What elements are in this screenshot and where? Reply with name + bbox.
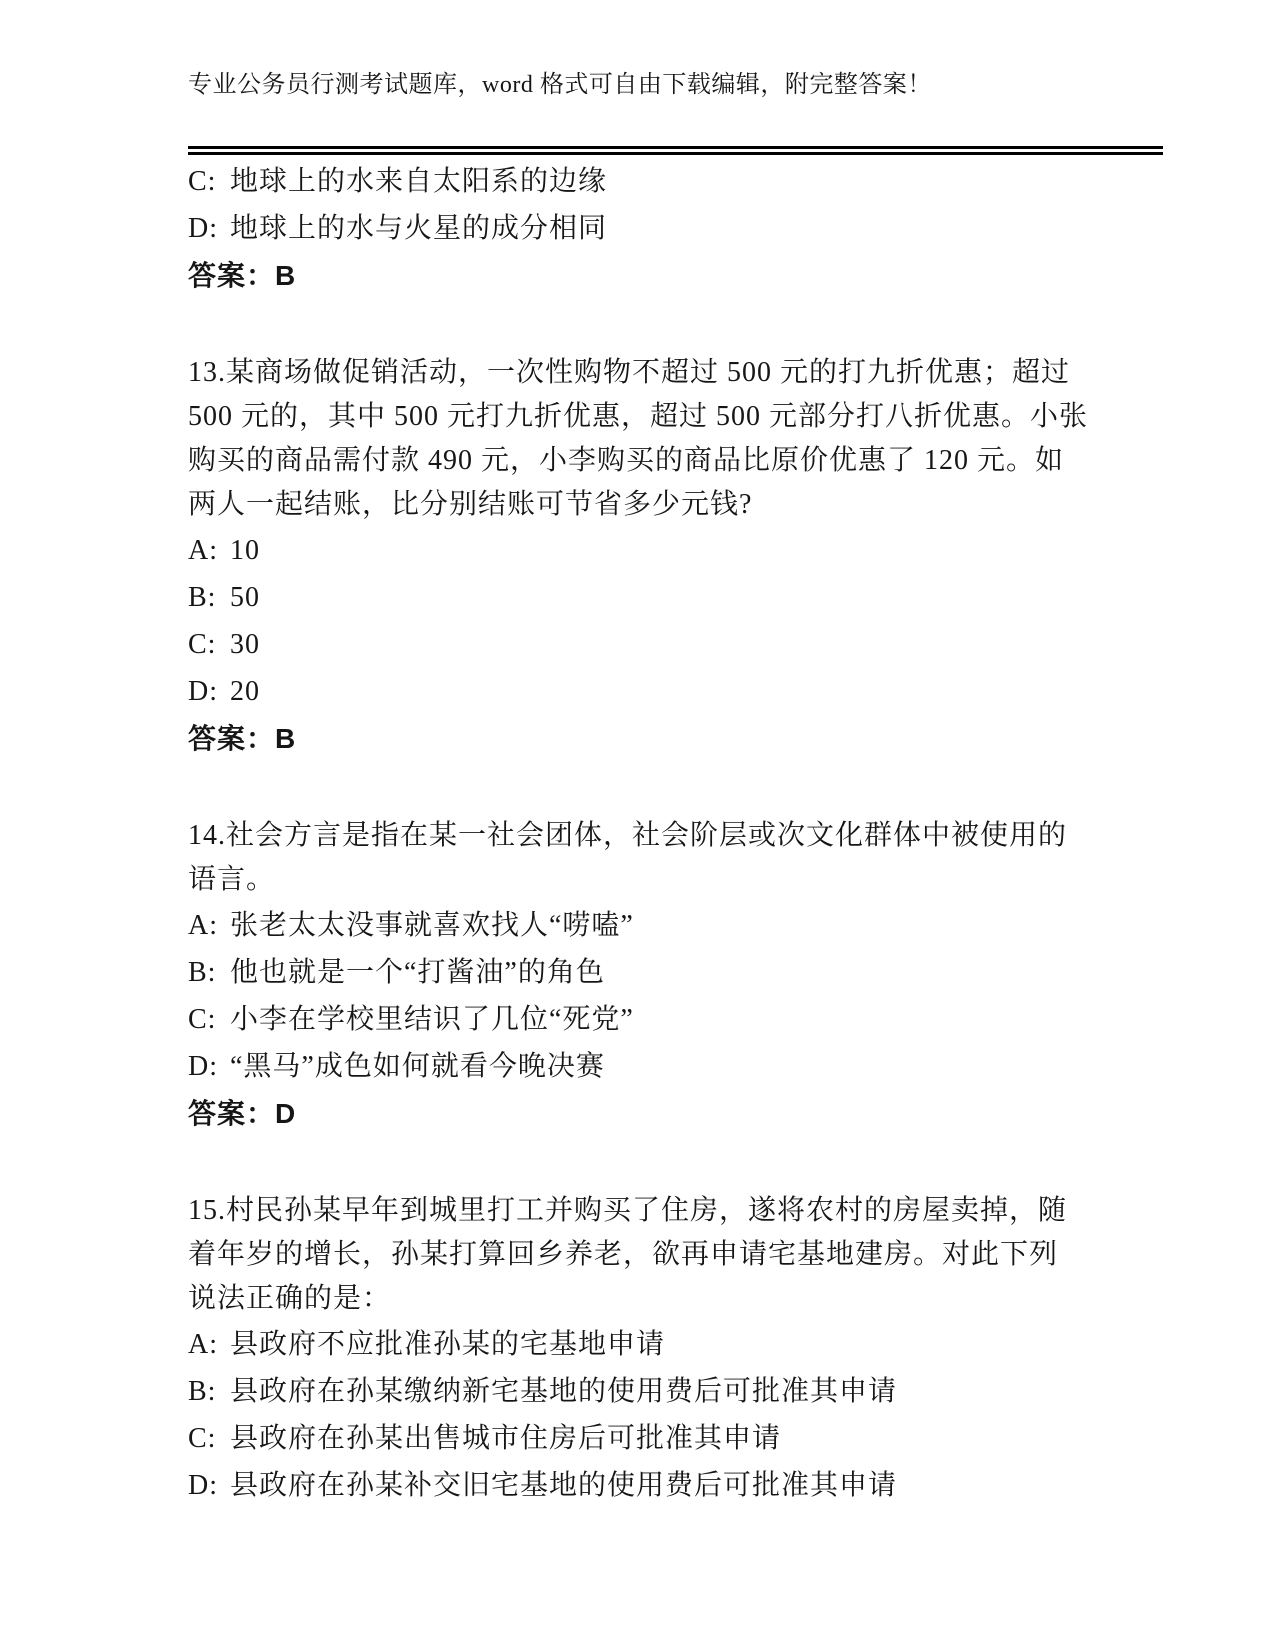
option-text: 张老太太没事就喜欢找人“唠嗑” [230, 910, 634, 941]
question-stem-line: 着年岁的增长，孙某打算回乡养老，欲再申请宅基地建房。对此下列 [188, 1239, 1059, 1270]
option-text: 县政府在孙某缴纳新宅基地的使用费后可批准其申请 [230, 1376, 898, 1407]
answer-row [188, 715, 1128, 762]
option-text: 地球上的水与火星的成分相同 [230, 213, 608, 244]
option-row [188, 1368, 1128, 1415]
option-row [188, 1043, 1128, 1090]
option-text: 30 [230, 629, 260, 660]
option-text: 小李在学校里结识了几位“死党” [230, 1004, 634, 1035]
answer-row [188, 252, 1128, 299]
question-15 [188, 1189, 1128, 1509]
option-label: D: [188, 676, 218, 707]
option-text: 县政府在孙某补交旧宅基地的使用费后可批准其申请 [230, 1470, 898, 1501]
option-row [188, 996, 1128, 1043]
option-row [188, 205, 1128, 252]
option-label: A: [188, 535, 218, 566]
option-row [188, 574, 1128, 621]
answer-value: B [275, 260, 297, 291]
question-12-partial [188, 158, 1128, 299]
option-row [188, 621, 1128, 668]
answer-label: 答案： [188, 723, 276, 754]
option-text: 县政府在孙某出售城市住房后可批准其申请 [230, 1423, 782, 1454]
question-stem-line: 购买的商品需付款 490 元，小李购买的商品比原价优惠了 120 元。如 [188, 445, 1065, 476]
option-label: B: [188, 957, 217, 988]
question-13 [188, 351, 1128, 762]
option-text: “黑马”成色如何就看今晚决赛 [230, 1051, 605, 1082]
option-label: B: [188, 582, 217, 613]
option-text: 他也就是一个“打酱油”的角色 [230, 957, 605, 988]
page-content [188, 158, 1128, 1509]
option-text: 地球上的水来自太阳系的边缘 [230, 166, 608, 197]
option-label: C: [188, 629, 217, 660]
option-row [188, 949, 1128, 996]
option-row [188, 1415, 1128, 1462]
option-row [188, 1321, 1128, 1368]
question-stem-line: 500 元的，其中 500 元打九折优惠，超过 500 元部分打八折优惠。小张 [188, 401, 1089, 432]
option-text: 县政府不应批准孙某的宅基地申请 [230, 1329, 666, 1360]
answer-label: 答案： [188, 1098, 276, 1129]
question-stem-line: 14.社会方言是指在某一社会团体，社会阶层或次文化群体中被使用的 [188, 820, 1068, 851]
option-label: C: [188, 1004, 217, 1035]
option-text: 20 [230, 676, 260, 707]
answer-value: B [275, 723, 297, 754]
option-row [188, 668, 1128, 715]
answer-value: D [275, 1098, 297, 1129]
option-label: A: [188, 1329, 218, 1360]
question-stem-line: 两人一起结账，比分别结账可节省多少元钱? [188, 489, 753, 520]
option-label: C: [188, 1423, 217, 1454]
option-text: 50 [230, 582, 260, 613]
option-row [188, 527, 1128, 574]
page-header-note: 专业公务员行测考试题库，word 格式可自由下载编辑，附完整答案！ [188, 72, 932, 98]
question-stem-line: 15.村民孙某早年到城里打工并购买了住房，遂将农村的房屋卖掉，随 [188, 1195, 1068, 1226]
option-row [188, 1462, 1128, 1509]
option-label: B: [188, 1376, 217, 1407]
answer-row [188, 1090, 1128, 1137]
header-divider-rule [188, 146, 1163, 155]
option-label: A: [188, 910, 218, 941]
option-text: 10 [230, 535, 260, 566]
question-stem-line: 13.某商场做促销活动，一次性购物不超过 500 元的打九折优惠；超过 [188, 357, 1071, 388]
question-14 [188, 814, 1128, 1137]
question-stem-line: 语言。 [188, 864, 276, 895]
option-row [188, 158, 1128, 205]
option-label: D: [188, 213, 218, 244]
option-label: D: [188, 1051, 218, 1082]
option-row [188, 902, 1128, 949]
question-stem-line: 说法正确的是： [188, 1283, 392, 1314]
option-label: D: [188, 1470, 218, 1501]
option-label: C: [188, 166, 217, 197]
answer-label: 答案： [188, 260, 276, 291]
